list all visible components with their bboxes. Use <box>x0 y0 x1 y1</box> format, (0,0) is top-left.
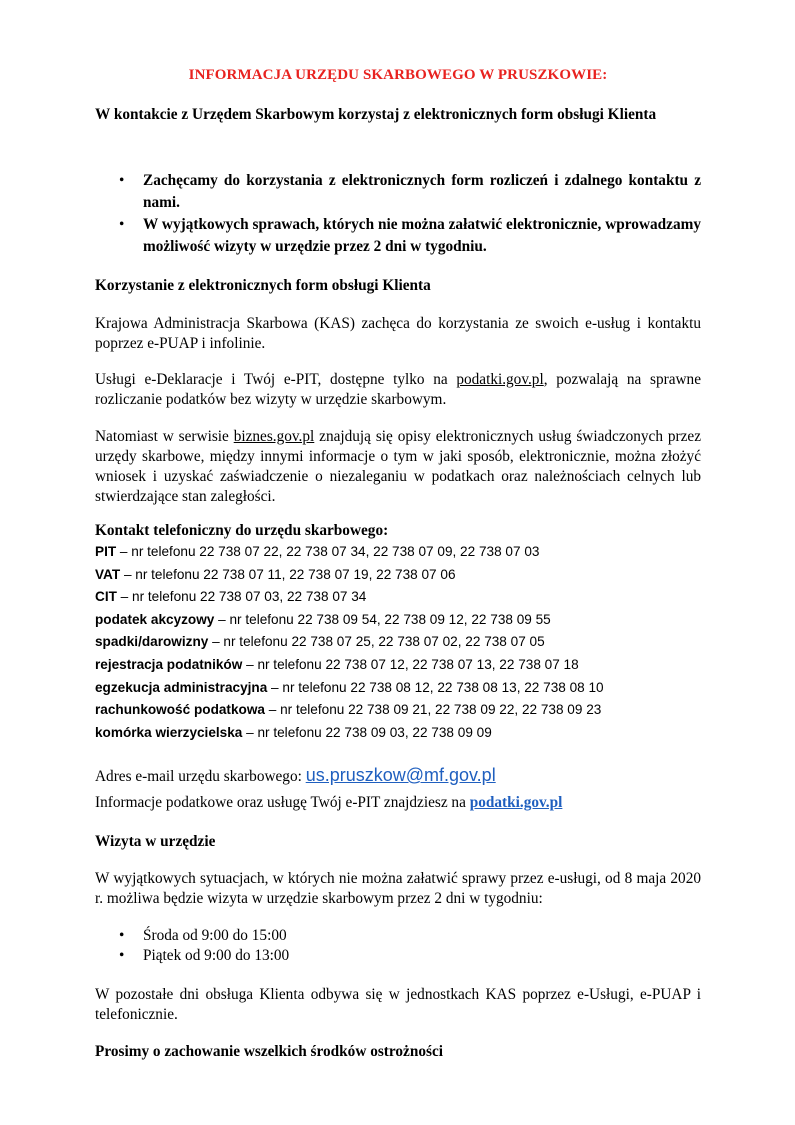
contact-phones: – nr telefonu 22 738 09 54, 22 738 09 12, 22 738 09 55 <box>214 611 551 627</box>
info-podatki-link[interactable]: podatki.gov.pl <box>469 794 563 811</box>
contact-label: VAT <box>95 566 121 582</box>
list-item <box>95 926 701 946</box>
visit-paragraph: W wyjątkowych sytuacjach, w których nie można załatwić sprawy przez e-usługi, od 8 maja 2020 r. możliwa będzie wizyta w urzędzie skarbowym przez 2 dni w tygodniu: <box>95 870 701 907</box>
contact-row <box>95 722 701 745</box>
contact-label: rejestracja podatników <box>95 656 243 672</box>
paragraph-edeklaracje <box>95 370 701 410</box>
biznes-link[interactable]: biznes.gov.pl <box>233 428 315 445</box>
contact-label: podatek akcyzowy <box>95 611 215 627</box>
section-heading-electronic: Korzystanie z elektronicznych form obsługi Klienta <box>95 277 431 294</box>
bullet-icon: • <box>119 172 125 189</box>
list-item <box>95 214 701 258</box>
contact-row <box>95 541 701 564</box>
contact-label: komórka wierzycielska <box>95 724 243 740</box>
paragraph-biznes <box>95 427 701 507</box>
visit-heading: Wizyta w urzędzie <box>95 833 216 850</box>
list-item-text: Zachęcamy do korzystania z elektronicznych form rozliczeń i zdalnego kontaktu z nami. <box>143 172 701 211</box>
intro-bullet-list <box>95 170 701 258</box>
podatki-link[interactable]: podatki.gov.pl <box>456 371 544 388</box>
paragraph-text: Usługi e-Deklaracje i Twój e-PIT, dostępne tylko na <box>95 371 457 388</box>
list-item-text: W wyjątkowych sprawach, których nie można załatwić elektronicznie, wprowadzamy możliwość wizyty w urzędzie przez 2 dni w tygodniu. <box>143 216 701 255</box>
contact-label: egzekucja administracyjna <box>95 679 268 695</box>
bullet-icon: • <box>119 947 125 964</box>
contact-phones: – nr telefonu 22 738 07 22, 22 738 07 34, 22 738 07 09, 22 738 07 03 <box>116 544 540 559</box>
list-item-text: Środa od 9:00 do 15:00 <box>143 927 287 944</box>
contact-row <box>95 631 701 654</box>
paragraph-text: znajdują się opisy elektronicznych usług świadczonych przez urzędy skarbowe, między innymi informacje o tym w jaki sposób, elektronicznie, można złożyć wniosek i uzyskać zaświadczenie o niezaleganiu w podatkach oraz należnościach celnych lub stwierdzające stan zaległości. <box>95 428 701 505</box>
email-line <box>95 763 701 789</box>
other-days-paragraph: W pozostałe dni obsługa Klienta odbywa się w jednostkach KAS poprzez e-Usługi, e-PUAP i telefonicznie. <box>95 986 701 1023</box>
paragraph-kas: Krajowa Administracja Skarbowa (KAS) zachęca do korzystania ze swoich e-usług i kontaktu poprzez e-PUAP i infolinie. <box>95 315 701 352</box>
bullet-icon: • <box>119 216 125 233</box>
document-title: INFORMACJA URZĘDU SKARBOWEGO W PRUSZKOWIE: <box>188 67 608 83</box>
contacts-heading: Kontakt telefoniczny do urzędu skarbowego: <box>95 522 389 539</box>
paragraph-text: Natomiast w serwisie <box>95 428 234 445</box>
info-text: Informacje podatkowe oraz usługę Twój e-PIT znajdziesz na <box>95 794 470 811</box>
list-item <box>95 170 701 214</box>
contact-phones: – nr telefonu 22 738 07 03, 22 738 07 34 <box>116 589 367 605</box>
contact-phones: – nr telefonu 22 738 08 12, 22 738 08 13, 22 738 08 10 <box>267 679 604 695</box>
info-line <box>95 793 701 813</box>
contact-label: PIT <box>95 544 117 559</box>
contact-row <box>95 586 701 609</box>
paragraph-text: , pozwalają na sprawne rozliczanie podatków bez wizyty w urzędzie skarbowym. <box>95 371 701 408</box>
contact-phones: – nr telefonu 22 738 07 11, 22 738 07 19, 22 738 07 06 <box>120 566 456 582</box>
contact-phones: – nr telefonu 22 738 07 25, 22 738 07 02, 22 738 07 05 <box>208 634 545 650</box>
contact-label: rachunkowość podatkowa <box>95 702 265 718</box>
contact-row <box>95 654 701 677</box>
contact-row <box>95 609 701 632</box>
contact-phones: – nr telefonu 22 738 09 03, 22 738 09 09 <box>242 724 492 740</box>
closing-heading: Prosimy o zachowanie wszelkich środków ostrożności <box>95 1043 443 1060</box>
contact-label: CIT <box>95 589 117 605</box>
contacts-list <box>95 541 701 744</box>
contact-row <box>95 564 701 587</box>
contact-label: spadki/darowizny <box>95 634 209 650</box>
intro-heading: W kontakcie z Urzędem Skarbowym korzystaj z elektronicznych form obsługi Klienta <box>95 106 657 123</box>
email-link[interactable]: us.pruszkow@mf.gov.pl <box>305 765 496 785</box>
list-item <box>95 946 701 966</box>
list-item-text: Piątek od 9:00 do 13:00 <box>143 947 290 964</box>
contact-phones: – nr telefonu 22 738 07 12, 22 738 07 13, 22 738 07 18 <box>242 656 579 672</box>
contact-row <box>95 677 701 700</box>
bullet-icon: • <box>119 927 125 944</box>
email-label: Adres e-mail urzędu skarbowego: <box>95 768 306 785</box>
visit-days-list <box>95 926 701 966</box>
contact-phones: – nr telefonu 22 738 09 21, 22 738 09 22, 22 738 09 23 <box>264 702 602 718</box>
contact-row <box>95 699 701 722</box>
